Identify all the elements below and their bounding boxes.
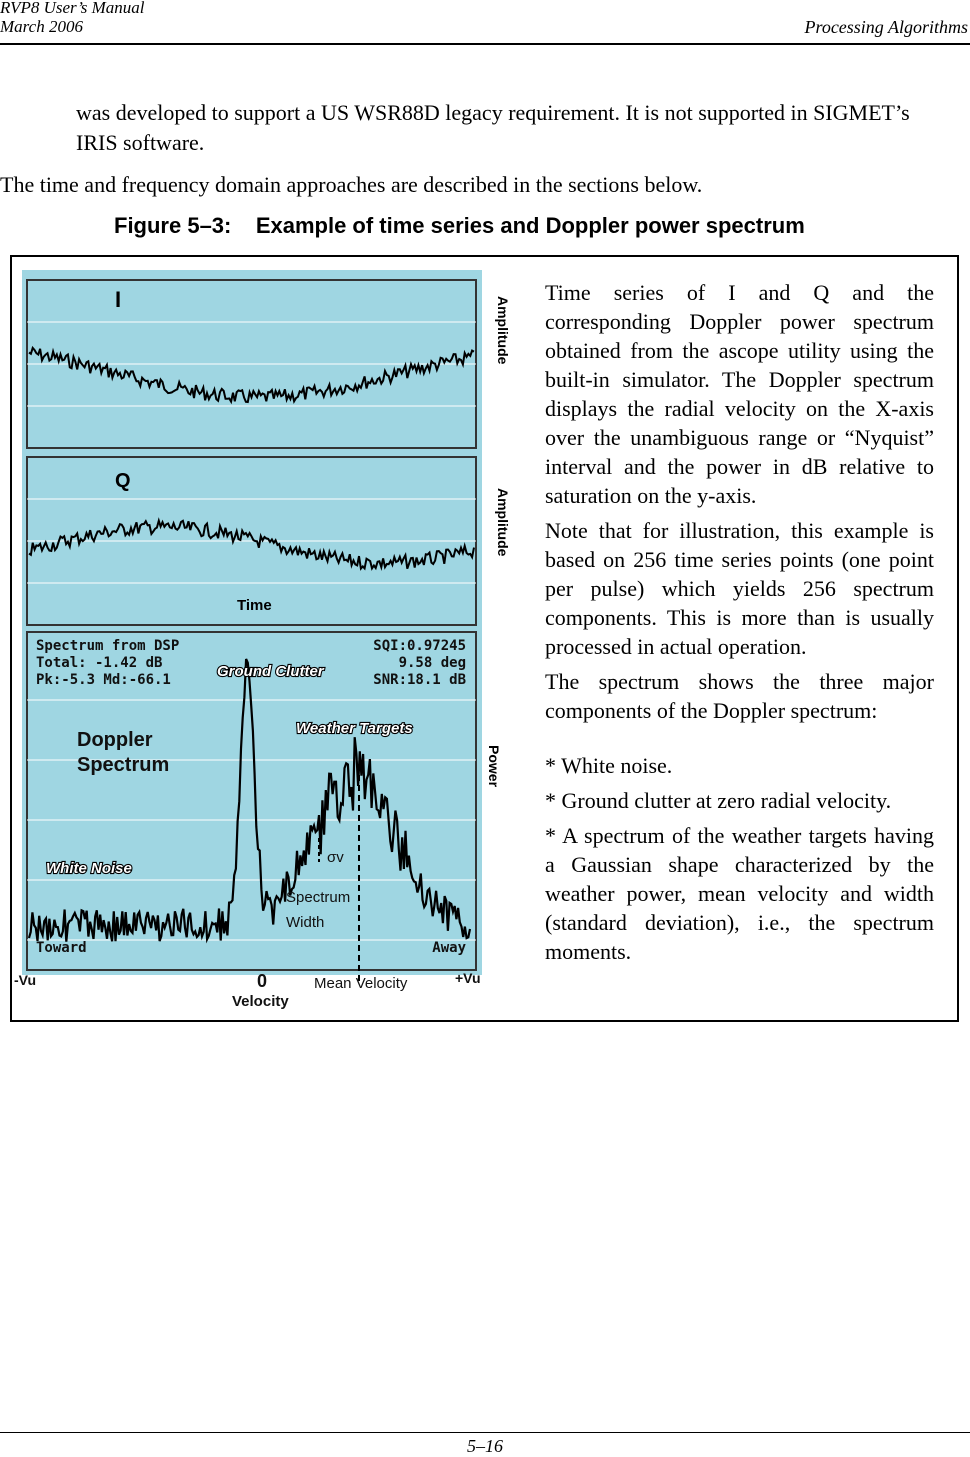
spectrum-header-right-3: SNR:18.1 dB [373,672,466,688]
sections-paragraph: The time and frequency domain approaches are described in the sections below. [0,172,703,197]
spectrum-header-left-3: Pk:-5.3 Md:-66.1 [36,672,171,688]
footer-rule [0,1432,970,1433]
zero-label: 0 [257,971,268,991]
bullet-white-noise: * White noise. [545,753,673,778]
spectrum-width-label-1: Spectrum [286,889,351,906]
page-number: 5–16 [467,1436,503,1456]
spectrum-header-left-2: Total: -1.42 dB [36,655,163,671]
doppler-label-line-1: Doppler [77,729,153,751]
i-panel [27,280,476,448]
spectrum-header-left-1: Spectrum from DSP [36,638,180,654]
doppler-label-line-2: Spectrum [77,754,170,776]
away-label: Away [432,940,466,956]
mean-velocity-label: Mean Velocity [314,975,408,992]
bullet-weather: * A spectrum of the weather targets having a Gaussian shape characterized by the weather power, mean velocity and width (standard deviation), i.e., the spectrum moments. [545,823,934,964]
description-p1: Time series of I and Q and the corresponding Doppler power spectrum obtained from the ascope utility using the built-in simulator. The Doppler spectrum displays the radial velocity on the X-axis over the unambiguous range or “Nyquist” interval and the power in dB relative to saturation on the y-axis. [545,280,934,508]
q-label: Q [115,470,131,492]
i-label: I [115,287,122,312]
intro-paragraph: was developed to support a US WSR88D legacy requirement. It is not supported in SIGMET’s IRIS software. [76,100,910,155]
ground-clutter-label: Ground Clutter [217,663,324,680]
spectrum-header-right-2: 9.58 deg [398,655,466,671]
manual-date: March 2006 [0,17,83,36]
bullet-ground-clutter: * Ground clutter at zero radial velocity. [545,788,892,813]
power-label: Power [486,745,502,788]
amplitude-label-1: Amplitude [495,296,511,365]
toward-label: Toward [36,940,87,956]
minus-vu-label: -Vu [14,972,37,988]
spectrum-header-right-1: SQI:0.97245 [373,638,466,654]
time-label: Time [237,597,272,614]
manual-title: RVP8 User’s Manual [0,0,145,17]
description-p3: The spectrum shows the three major components of the Doppler spectrum: [545,669,934,723]
velocity-label: Velocity [232,993,289,1010]
white-noise-label: White Noise [46,860,132,877]
figure-caption: Figure 5–3: Example of time series and Doppler power spectrum [114,213,805,238]
description-p2: Note that for illustration, this example is based on 256 time series points (one point per pulse) which yields 256 spectrum components. This is more than is usually processed in actual operation. [545,518,934,659]
plus-vu-label: +Vu [455,970,481,986]
section-title: Processing Algorithms [804,17,968,37]
figure-description [545,278,934,972]
sigma-v-label: σv [327,849,344,866]
spectrum-width-label-2: Width [286,914,325,931]
amplitude-label-2: Amplitude [495,488,511,557]
weather-targets-label: Weather Targets [296,720,413,737]
